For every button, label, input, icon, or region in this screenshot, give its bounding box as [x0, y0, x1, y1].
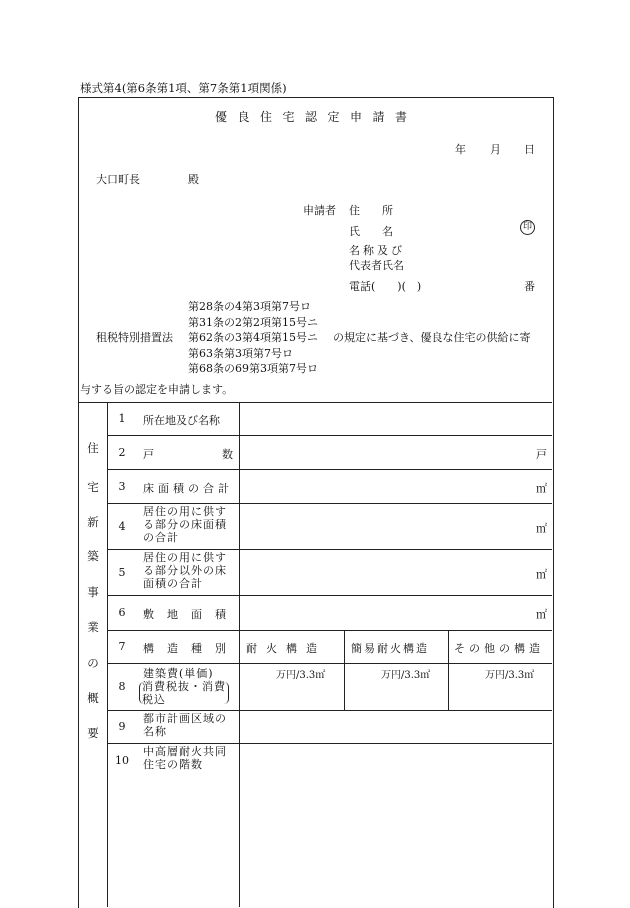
addressee-name: 大口町長: [96, 173, 140, 186]
row-number: 4: [118, 520, 126, 533]
row-border: [107, 743, 552, 744]
law-article: 第62条の3第4項第15号ニ: [188, 331, 318, 344]
table-divider: [239, 402, 240, 907]
representative-label-line1: 名称及び: [349, 244, 405, 257]
row-border: [107, 435, 552, 436]
law-article: 第63条第3項第7号ロ: [188, 347, 293, 360]
form-title: 優良住宅認定申請書: [215, 110, 418, 124]
section-label-char: 概: [87, 691, 99, 705]
applicant-name-label: 氏 名: [349, 225, 393, 238]
law-text: の規定に基づき、優良な住宅の供給に寄: [333, 331, 531, 344]
applicant-phone-suffix: 番: [524, 280, 535, 293]
applicant-label: 申請者: [303, 204, 336, 217]
law-article: 第68条の69第3項第7号ロ: [188, 362, 318, 375]
row-label: 居住の用に供する部分以外の床面積の合計: [143, 551, 227, 590]
law-article: 第28条の4第3項第7号ロ: [188, 300, 311, 313]
row-label: 建築費(単価): [143, 667, 214, 680]
structure-type-other: その他の構造: [454, 642, 544, 655]
section-label-char: の: [87, 656, 99, 670]
row-label: 居住の用に供する部分の床面積の合計: [143, 505, 227, 544]
unit-label: 戸: [536, 448, 547, 461]
date-year: 年: [455, 143, 466, 156]
row-border: [107, 710, 552, 711]
table-divider: [344, 630, 345, 710]
unit-label: ㎡: [536, 608, 547, 621]
unit-label: ㎡: [536, 482, 547, 495]
row-label: 構造種別: [143, 642, 239, 655]
row-label: 戸 数: [143, 448, 233, 461]
row-border: [107, 469, 552, 470]
row-label: 都市計画区域の名称: [143, 712, 227, 738]
unit-label: ㎡: [536, 522, 547, 535]
seal-icon: 印: [520, 220, 535, 235]
structure-type-fireproof: 耐火構造: [246, 642, 326, 655]
row-label: 中高層耐火共同住宅の階数: [143, 745, 227, 771]
row-number: 7: [118, 640, 126, 653]
law-text-continuation: 与する旨の認定を申請します。: [80, 383, 234, 396]
cost-unit: 万円/3.3㎡: [485, 670, 535, 681]
row-number: 9: [118, 720, 126, 733]
row-number: 6: [118, 606, 126, 619]
section-label-char: 築: [87, 549, 99, 563]
row-border: [107, 595, 552, 596]
section-label-char: 宅: [87, 480, 99, 494]
date-month: 月: [490, 143, 501, 156]
row-label: 敷地面積: [143, 608, 239, 621]
row-border: [107, 663, 552, 664]
row-number: 5: [118, 566, 126, 579]
form-label: 様式第4(第6条第1項、第7条第1項関係): [80, 81, 287, 95]
row-sublabel: 消費税抜・消費税込: [142, 680, 226, 706]
applicant-address-label: 住 所: [349, 204, 393, 217]
row-label: 所在地及び名称: [143, 414, 220, 427]
row-border: [107, 630, 552, 631]
row-border: [107, 549, 552, 550]
unit-label: ㎡: [536, 568, 547, 581]
section-label-char: 要: [87, 726, 99, 740]
representative-label-line2: 代表者氏名: [349, 259, 404, 272]
row-number: 1: [118, 412, 126, 425]
table-divider: [448, 630, 449, 710]
row-border: [107, 503, 552, 504]
row-number: 10: [115, 754, 129, 767]
structure-type-semi-fireproof: 簡易耐火構造: [351, 642, 429, 655]
date-day: 日: [524, 143, 535, 156]
row-number: 8: [118, 680, 126, 693]
law-article: 第31条の2第2項第15号ニ: [188, 316, 318, 329]
applicant-phone-label: 電話( )( ): [349, 280, 422, 293]
table-divider: [107, 402, 108, 907]
row-number: 2: [118, 446, 126, 459]
cost-unit: 万円/3.3㎡: [381, 670, 431, 681]
addressee-honorific: 殿: [188, 173, 199, 186]
row-label: 床面積の合計: [143, 482, 233, 495]
section-label-char: 事: [87, 585, 99, 599]
table-top-border: [78, 402, 552, 403]
law-name: 租税特別措置法: [96, 331, 173, 344]
row-number: 3: [118, 480, 126, 493]
section-label-char: 新: [87, 515, 99, 529]
cost-unit: 万円/3.3㎡: [276, 670, 326, 681]
section-label-char: 業: [87, 620, 99, 634]
section-label-char: 住: [87, 441, 99, 455]
